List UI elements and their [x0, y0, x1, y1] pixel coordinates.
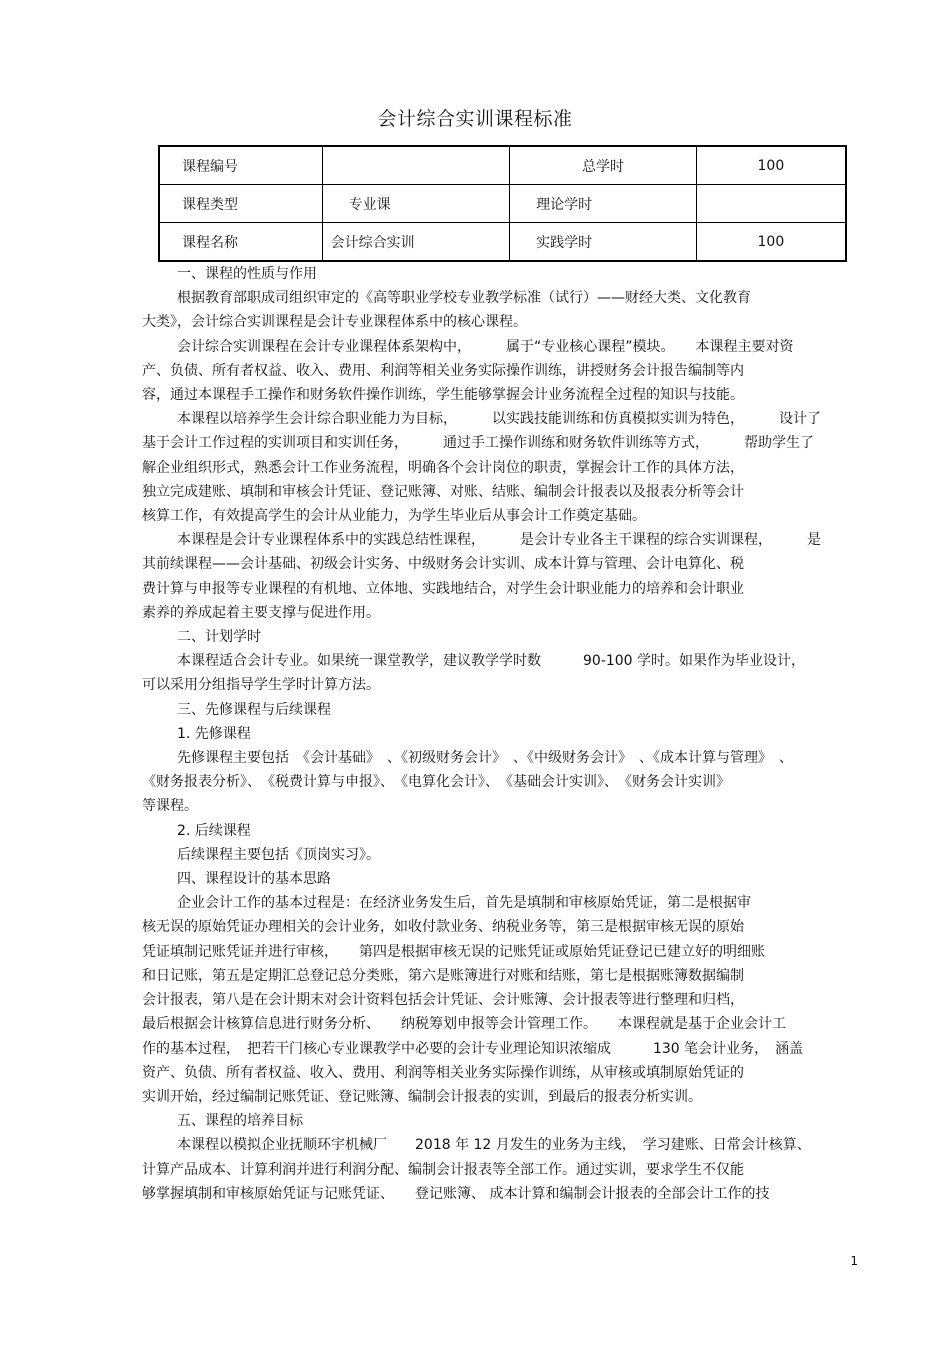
text-line: 其前续课程——会计基础、初级会计实务、中级财务会计实训、成本计算与管理、会计电算化、税	[142, 556, 744, 573]
text-line: 计算产品成本、计算利润并进行利润分配、编制会计报表等全部工作。通过实训，要求学生不仅能	[142, 1161, 744, 1178]
table-cell: 课程编号	[159, 146, 322, 185]
text-line: 会计报表，第八是在会计期末对会计资料包括会计凭证、会计账簿、会计报表等进行整理和归档，	[142, 992, 744, 1009]
table-cell: 100	[696, 146, 846, 185]
subsection-heading: 2. 后续课程	[177, 822, 251, 839]
text-line: 费计算与申报等专业课程的有机地、立体地、实践地结合，对学生会计职业能力的培养和会计职业	[142, 580, 744, 597]
document-body	[142, 262, 860, 1206]
section-heading: 五、课程的培养目标	[177, 1113, 303, 1130]
text-line: 凭证填制记账凭证并进行审核， 第四是根据审核无误的记账凭证或原始凭证登记已建立好的明细账	[142, 943, 765, 960]
section-heading: 四、课程设计的基本思路	[177, 871, 331, 888]
text-line: 核无误的原始凭证办理相关的会计业务，如收付款业务、纳税业务等，第三是根据审核无误的原始	[142, 919, 744, 936]
table-cell: 100	[696, 223, 846, 262]
text-line: 基于会计工作过程的实训项目和实训任务， 通过手工操作训练和财务软件训练等方式， 帮助学生了	[142, 435, 814, 452]
text-line: 够掌握填制和审核原始凭证与记账凭证、 登记账簿、 成本计算和编制会计报表的全部会计工作的技	[142, 1185, 770, 1202]
text-line: 《财务报表分析》、 《税费计算与申报》、 《电算化会计》、 《基础会计实训》、 《财务会计实训》	[142, 774, 730, 791]
table-row	[159, 185, 846, 223]
page-title: 会计综合实训课程标准	[377, 108, 573, 130]
text-line: 本课程以培养学生会计综合职业能力为目标， 以实践技能训练和仿真模拟实训为特色， 设计了	[177, 411, 821, 428]
table-cell: 课程类型	[159, 185, 322, 223]
section-heading: 三、先修课程与后续课程	[177, 701, 331, 718]
text-line: 资产、负债、所有者权益、收入、费用、利润等相关业务实际操作训练，从审核或填制原始凭证的	[142, 1064, 744, 1081]
text-line: 会计综合实训课程在会计专业课程体系架构中， 属于“专业核心课程”模块。 本课程主要对资	[177, 338, 794, 355]
text-line: 等课程。	[142, 798, 198, 815]
subsection-heading: 1. 先修课程	[177, 725, 251, 742]
table-cell	[322, 146, 510, 185]
table-cell: 会计综合实训	[322, 223, 510, 262]
table-row	[159, 146, 846, 185]
table-cell: 专业课	[322, 185, 510, 223]
text-line: 容，通过本课程手工操作和财务软件操作训练，学生能够掌握会计业务流程全过程的知识与技能。	[142, 387, 744, 404]
section-heading: 二、计划学时	[177, 629, 261, 646]
text-line: 企业会计工作的基本过程是：在经济业务发生后，首先是填制和审核原始凭证，第二是根据审	[177, 895, 751, 912]
section-heading: 一、课程的性质与作用	[177, 266, 317, 282]
table-cell	[696, 185, 846, 223]
text-line: 产、负债、所有者权益、收入、费用、利润等相关业务实际操作训练，讲授财务会计报告编制等内	[142, 362, 744, 379]
text-line: 独立完成建账、填制和审核会计凭证、登记账簿、对账、结账、编制会计报表以及报表分析等会计	[142, 483, 744, 500]
text-line: 本课程适合会计专业。如果统一课堂教学，建议教学学时数 90-100 学时。如果作为毕业设计，	[177, 653, 806, 670]
table-row	[159, 223, 846, 262]
text-line: 实训开始，经过编制记账凭证、登记账簿、编制会计报表的实训，到最后的报表分析实训。	[142, 1088, 702, 1105]
table-cell: 课程名称	[159, 223, 322, 262]
text-line: 大类》，会计综合实训课程是会计专业课程体系中的核心课程。	[142, 314, 527, 331]
text-line: 可以采用分组指导学生学时计算方法。	[142, 677, 380, 694]
table-cell: 实践学时	[510, 223, 697, 262]
page-number: 1	[850, 1254, 858, 1268]
table-cell: 理论学时	[510, 185, 697, 223]
text-line: 和日记账，第五是定期汇总登记总分类账，第六是账簿进行对账和结账，第七是根据账簿数据编制	[142, 967, 744, 984]
table-cell: 总学时	[510, 146, 697, 185]
text-line: 后续课程主要包括《顶岗实习》。	[177, 846, 380, 863]
text-line: 核算工作，有效提高学生的会计从业能力，为学生毕业后从事会计工作奠定基础。	[142, 508, 646, 525]
text-line: 最后根据会计核算信息进行财务分析、 纳税筹划申报等会计管理工作。 本课程就是基于企业会计工	[142, 1016, 786, 1033]
text-line: 素养的养成起着主要支撑与促进作用。	[142, 604, 380, 621]
course-info-table	[158, 145, 847, 262]
text-line: 本课程是会计专业课程体系中的实践总结性课程， 是会计专业各主干课程的综合实训课程， 是	[177, 532, 821, 549]
text-line: 作的基本过程， 把若干门核心专业课教学中必要的会计专业理论知识浓缩成 130 笔会计业务， 涵盖	[142, 1040, 804, 1057]
text-line: 先修课程主要包括 《会计基础》 、《初级财务会计》 、《中级财务会计》 、《成本计算与管理》 、	[177, 750, 793, 767]
text-line: 本课程以模拟企业抚顺环宇机械厂 2018 年 12 月发生的业务为主线， 学习建账、日常会计核算、	[177, 1137, 811, 1154]
text-line: 根据教育部职成司组织审定的《高等职业学校专业教学标准（试行）——财经大类、文化教育	[177, 290, 751, 307]
text-line: 解企业组织形式，熟悉会计工作业务流程，明确各个会计岗位的职责，掌握会计工作的具体方法，	[142, 459, 744, 476]
